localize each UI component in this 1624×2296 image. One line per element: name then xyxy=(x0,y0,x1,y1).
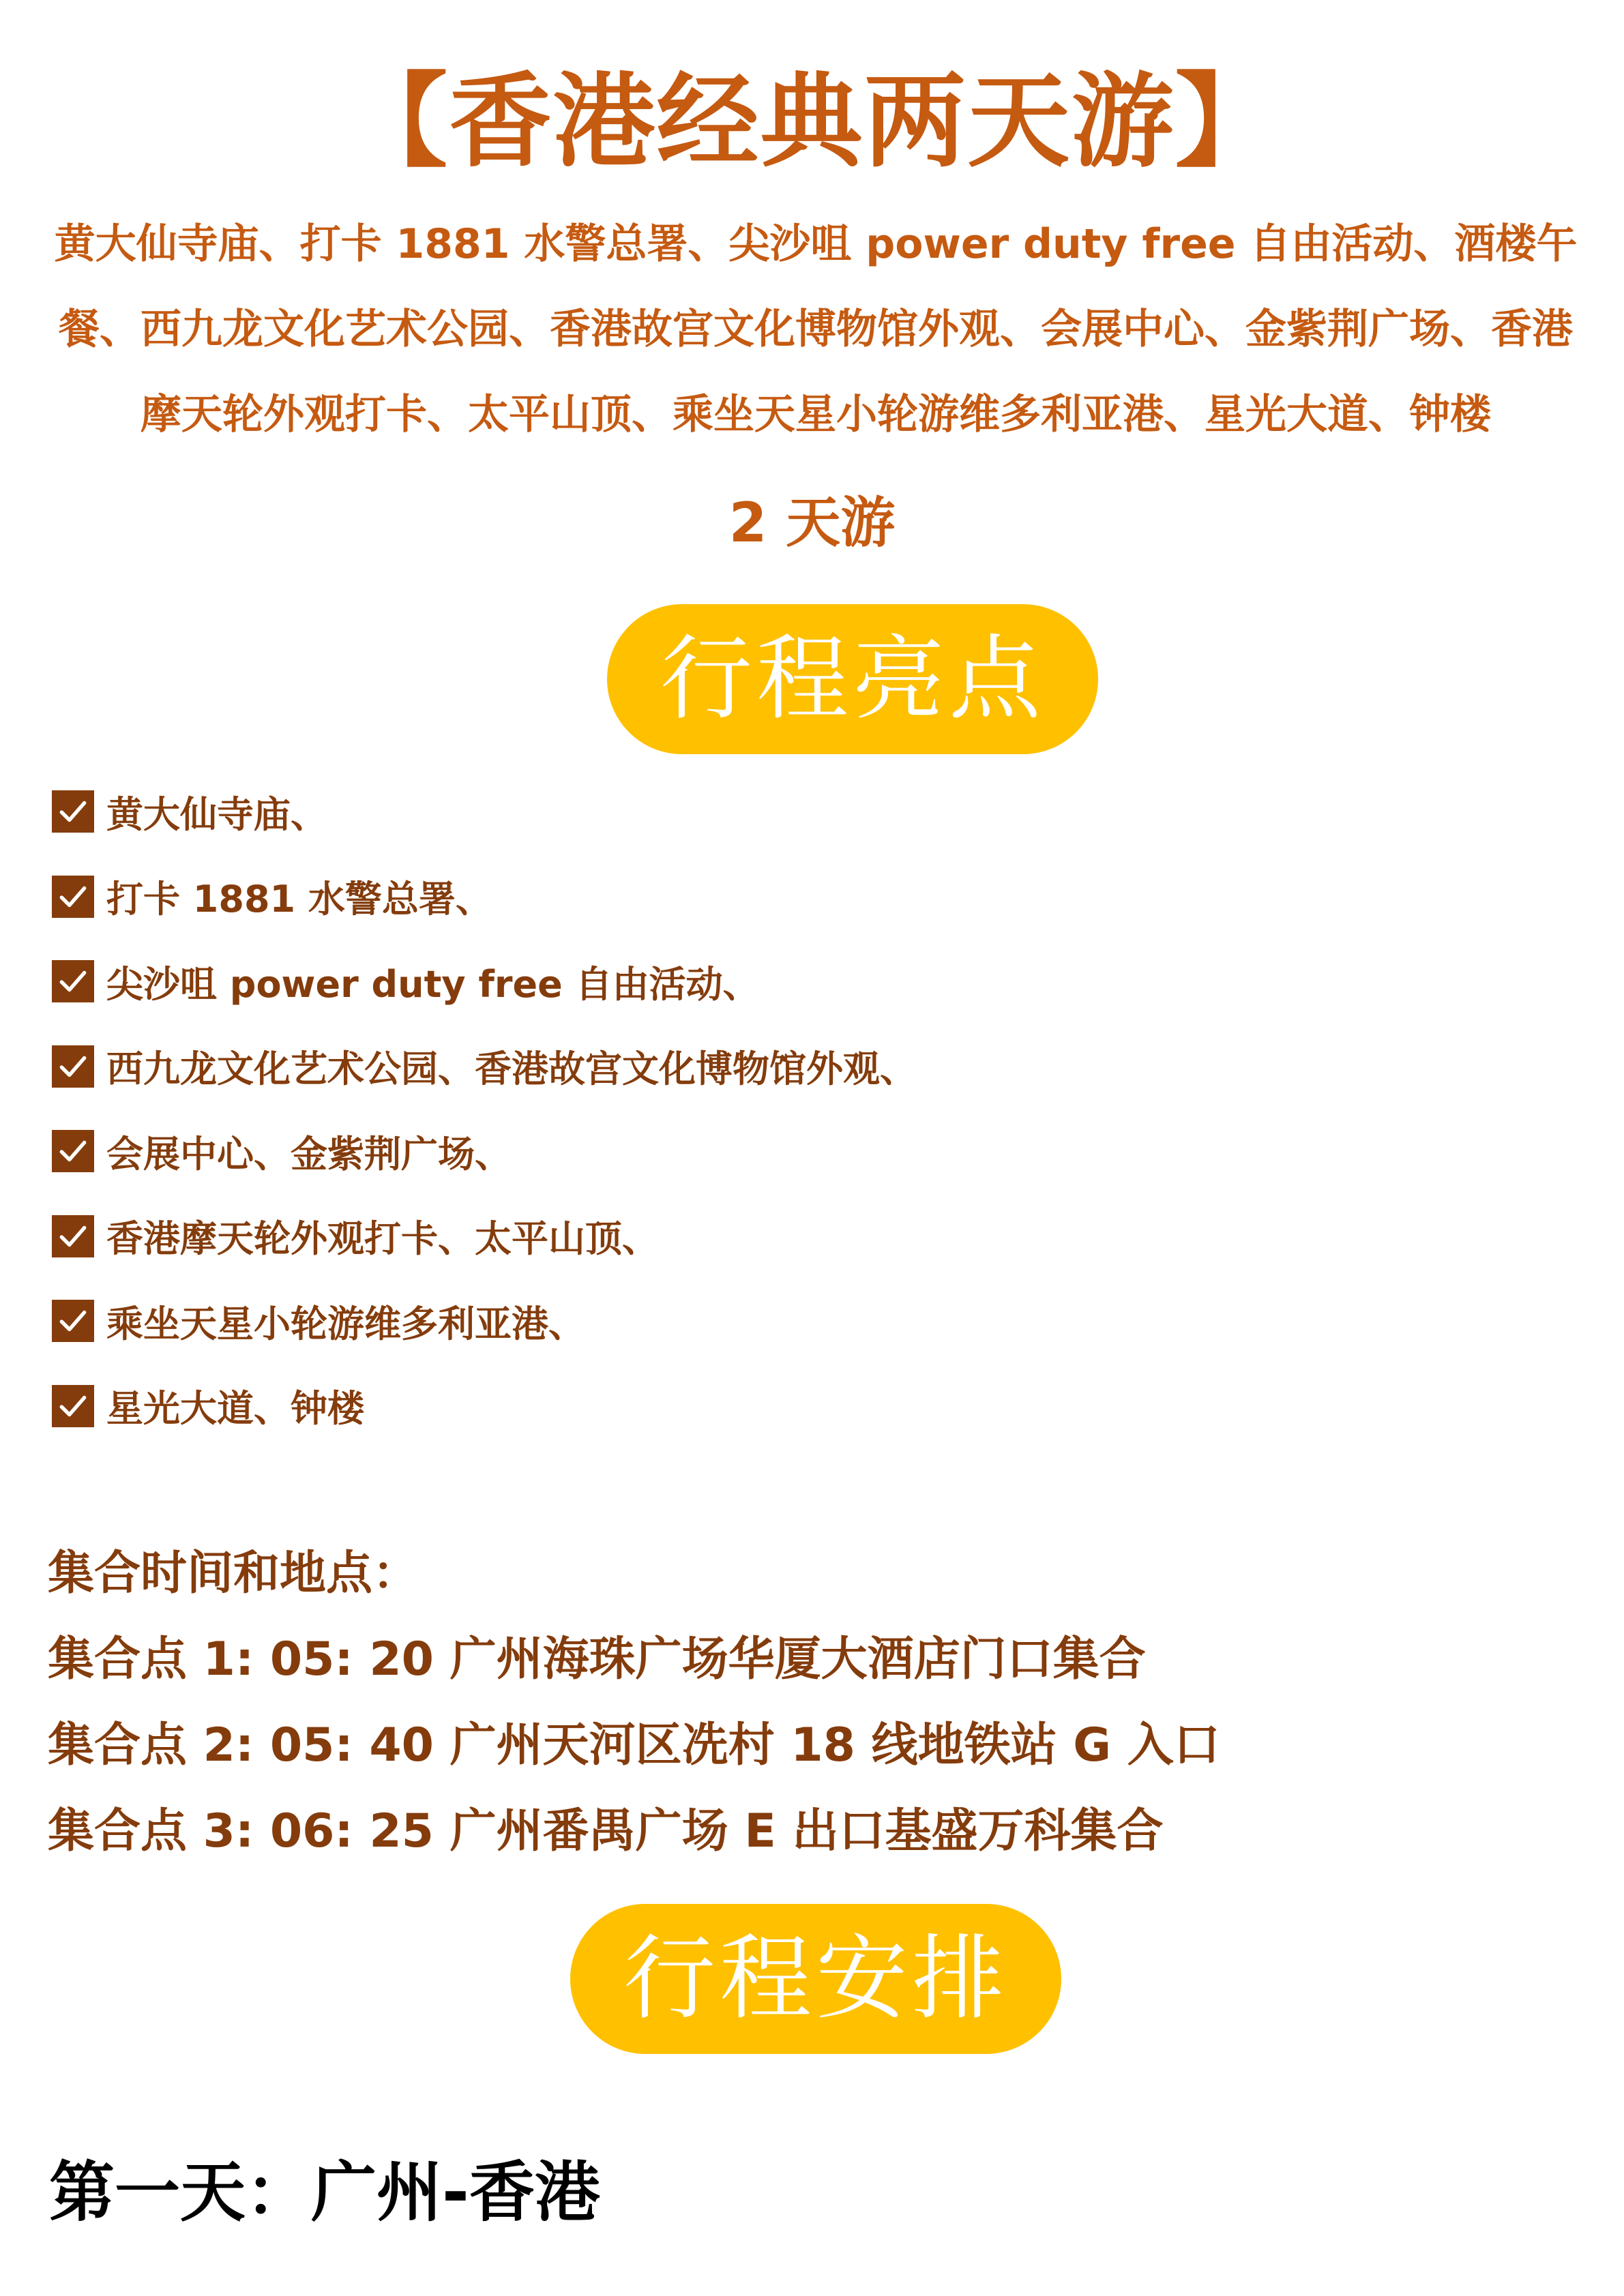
checkbox-checked-icon xyxy=(52,790,94,833)
highlight-label: 打卡 1881 水警总署、 xyxy=(106,878,492,921)
checkbox-checked-icon xyxy=(52,1385,94,1427)
checkbox-checked-icon xyxy=(52,960,94,1002)
checkbox-checked-icon xyxy=(52,1215,94,1257)
page-title: 【香港经典两天游】 xyxy=(345,63,1279,181)
attractions-summary: 黄大仙寺庙、打卡 1881 水警总署、尖沙咀 power duty free 自由活动、酒楼午餐、西九龙文化艺术公园、香港故宫文化博物馆外观、会展中心、金紫荆广场、香港摩天轮外观打卡、太平山顶、乘坐天星小轮游维多利亚港、星光大道、钟楼 xyxy=(54,220,1578,438)
highlight-item xyxy=(52,1109,1552,1194)
highlight-label: 会展中心、金紫荆广场、 xyxy=(106,1132,512,1176)
meeting-point-2: 集合点 2: 05: 40 广州天河区冼村 18 线地铁站 G 入口 xyxy=(48,1718,1220,1772)
highlight-item xyxy=(52,854,1552,940)
highlight-label: 乘坐天星小轮游维多利亚港、 xyxy=(106,1302,585,1345)
highlight-item xyxy=(52,1364,1552,1449)
highlight-item xyxy=(52,1024,1552,1109)
highlight-item xyxy=(52,1194,1552,1279)
meeting-info xyxy=(48,1531,1576,1875)
highlight-label: 尖沙咀 power duty free 自由活动、 xyxy=(106,962,760,1006)
highlight-label: 西九龙文化艺术公园、香港故宫文化博物馆外观、 xyxy=(106,1047,917,1091)
highlight-item xyxy=(52,769,1552,854)
checkbox-checked-icon xyxy=(52,1045,94,1088)
duration-label: 2 天游 xyxy=(728,491,896,554)
section-schedule-banner: 行程安排 xyxy=(570,1904,1061,2054)
meeting-heading: 集合时间和地点： xyxy=(48,1547,419,1600)
highlight-label: 黄大仙寺庙、 xyxy=(106,792,327,836)
checkbox-checked-icon xyxy=(52,1300,94,1342)
highlight-label: 星光大道、钟楼 xyxy=(106,1387,364,1431)
checkbox-checked-icon xyxy=(52,876,94,918)
highlight-item xyxy=(52,939,1552,1024)
meeting-point-1: 集合点 1: 05: 20 广州海珠广场华厦大酒店门口集合 xyxy=(48,1632,1146,1686)
checkbox-checked-icon xyxy=(52,1130,94,1172)
highlight-label: 香港摩天轮外观打卡、太平山顶、 xyxy=(106,1217,659,1261)
highlights-list xyxy=(52,769,1552,1448)
highlight-item xyxy=(52,1279,1552,1364)
day-1-title: 第一天：广州-香港 xyxy=(49,2154,600,2231)
section-highlights-banner: 行程亮点 xyxy=(607,604,1098,754)
meeting-point-3: 集合点 3: 06: 25 广州番禺广场 E 出口基盛万科集合 xyxy=(48,1804,1164,1858)
